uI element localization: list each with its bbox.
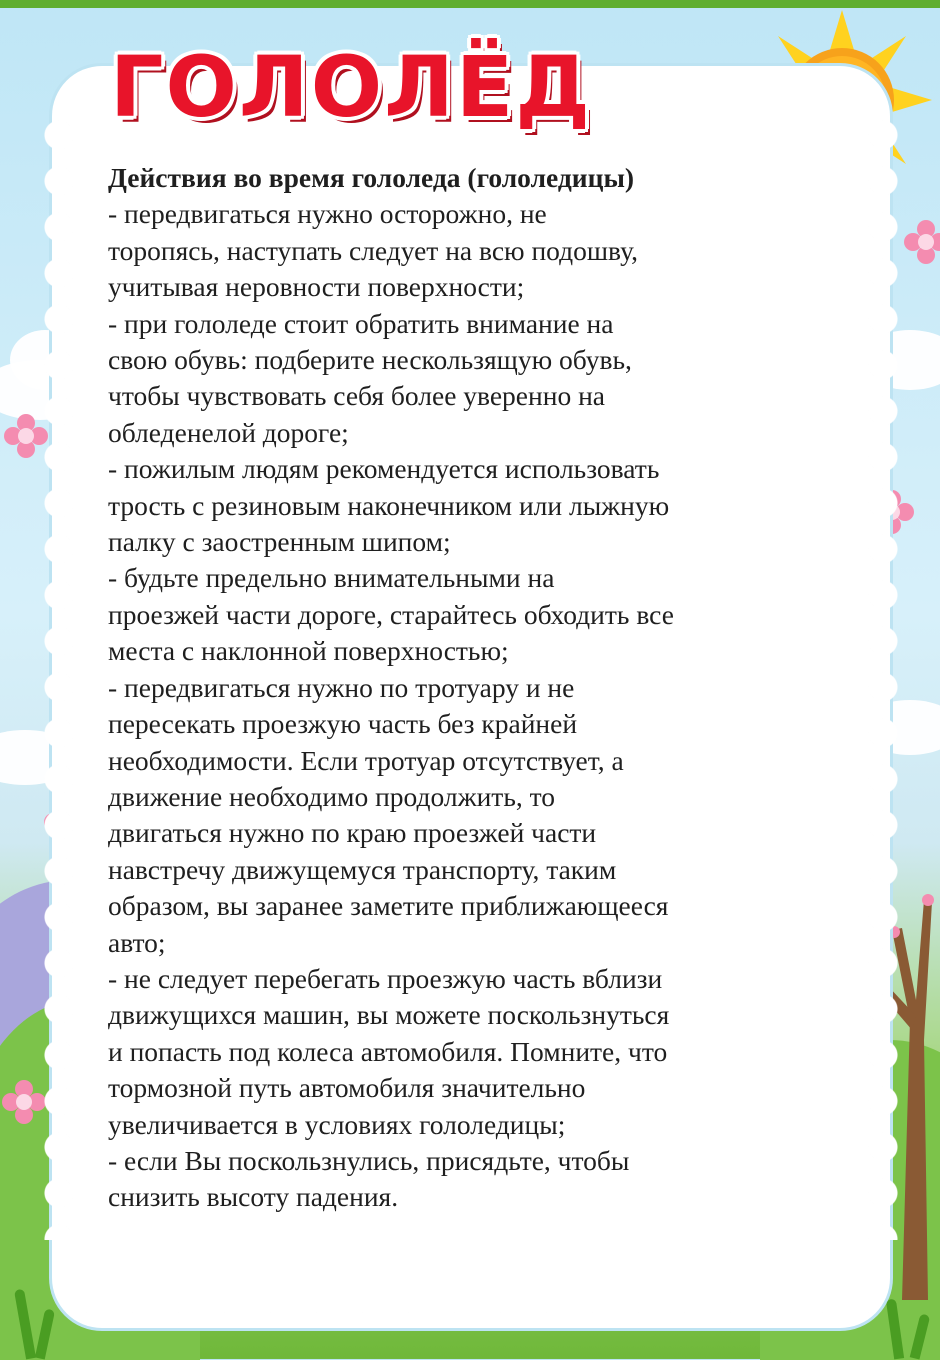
page-title: ГОЛОЛЁД [110, 38, 593, 136]
top-grass-border [0, 0, 940, 8]
advice-body: - передвигаться нужно осторожно, не торопясь, наступать следует на всю подошву, учитывая неровности поверхности; - при гололеде стоит обратить внимание на свою обувь: подберите нескользящую обувь, чтобы чувствовать себя более уверенно на обледенелой дороге; - пожилым людям рекомендуется использовать трость с резиновым наконечником или лыжную палку с заостренным шипом; - будьте предельно внимательными на проезжей части дороге, старайтесь обходить все места с наклонной поверхностью; - передвигаться нужно по тротуару и не пересекать проезжую часть без крайней необходимости. Если тротуар отсутствует, а движение необходимо продолжить, то двигаться нужно по краю проезжей части навстречу движущемуся транспорту, таким образом, вы заранее заметите приближающееся авто; - не следует перебегать проезжую часть вблизи движущихся машин, вы можете поскользнуться и попасть под колеса автомобиля. Помните, что тормозной путь автомобиля значительно увеличивается в условиях гололедицы; - если Вы поскользнулись, присядьте, чтобы снизить высоту падения. [108, 198, 674, 1213]
card-border-right [868, 120, 898, 1240]
advice-text [108, 160, 860, 1216]
card-border-left [44, 120, 74, 1240]
advice-heading: Действия во время гололеда (гололедицы) [108, 162, 635, 193]
flower-icon [904, 220, 940, 264]
flower-icon [2, 1080, 46, 1124]
flower-icon [4, 414, 48, 458]
card-border-bottom [80, 1290, 870, 1330]
